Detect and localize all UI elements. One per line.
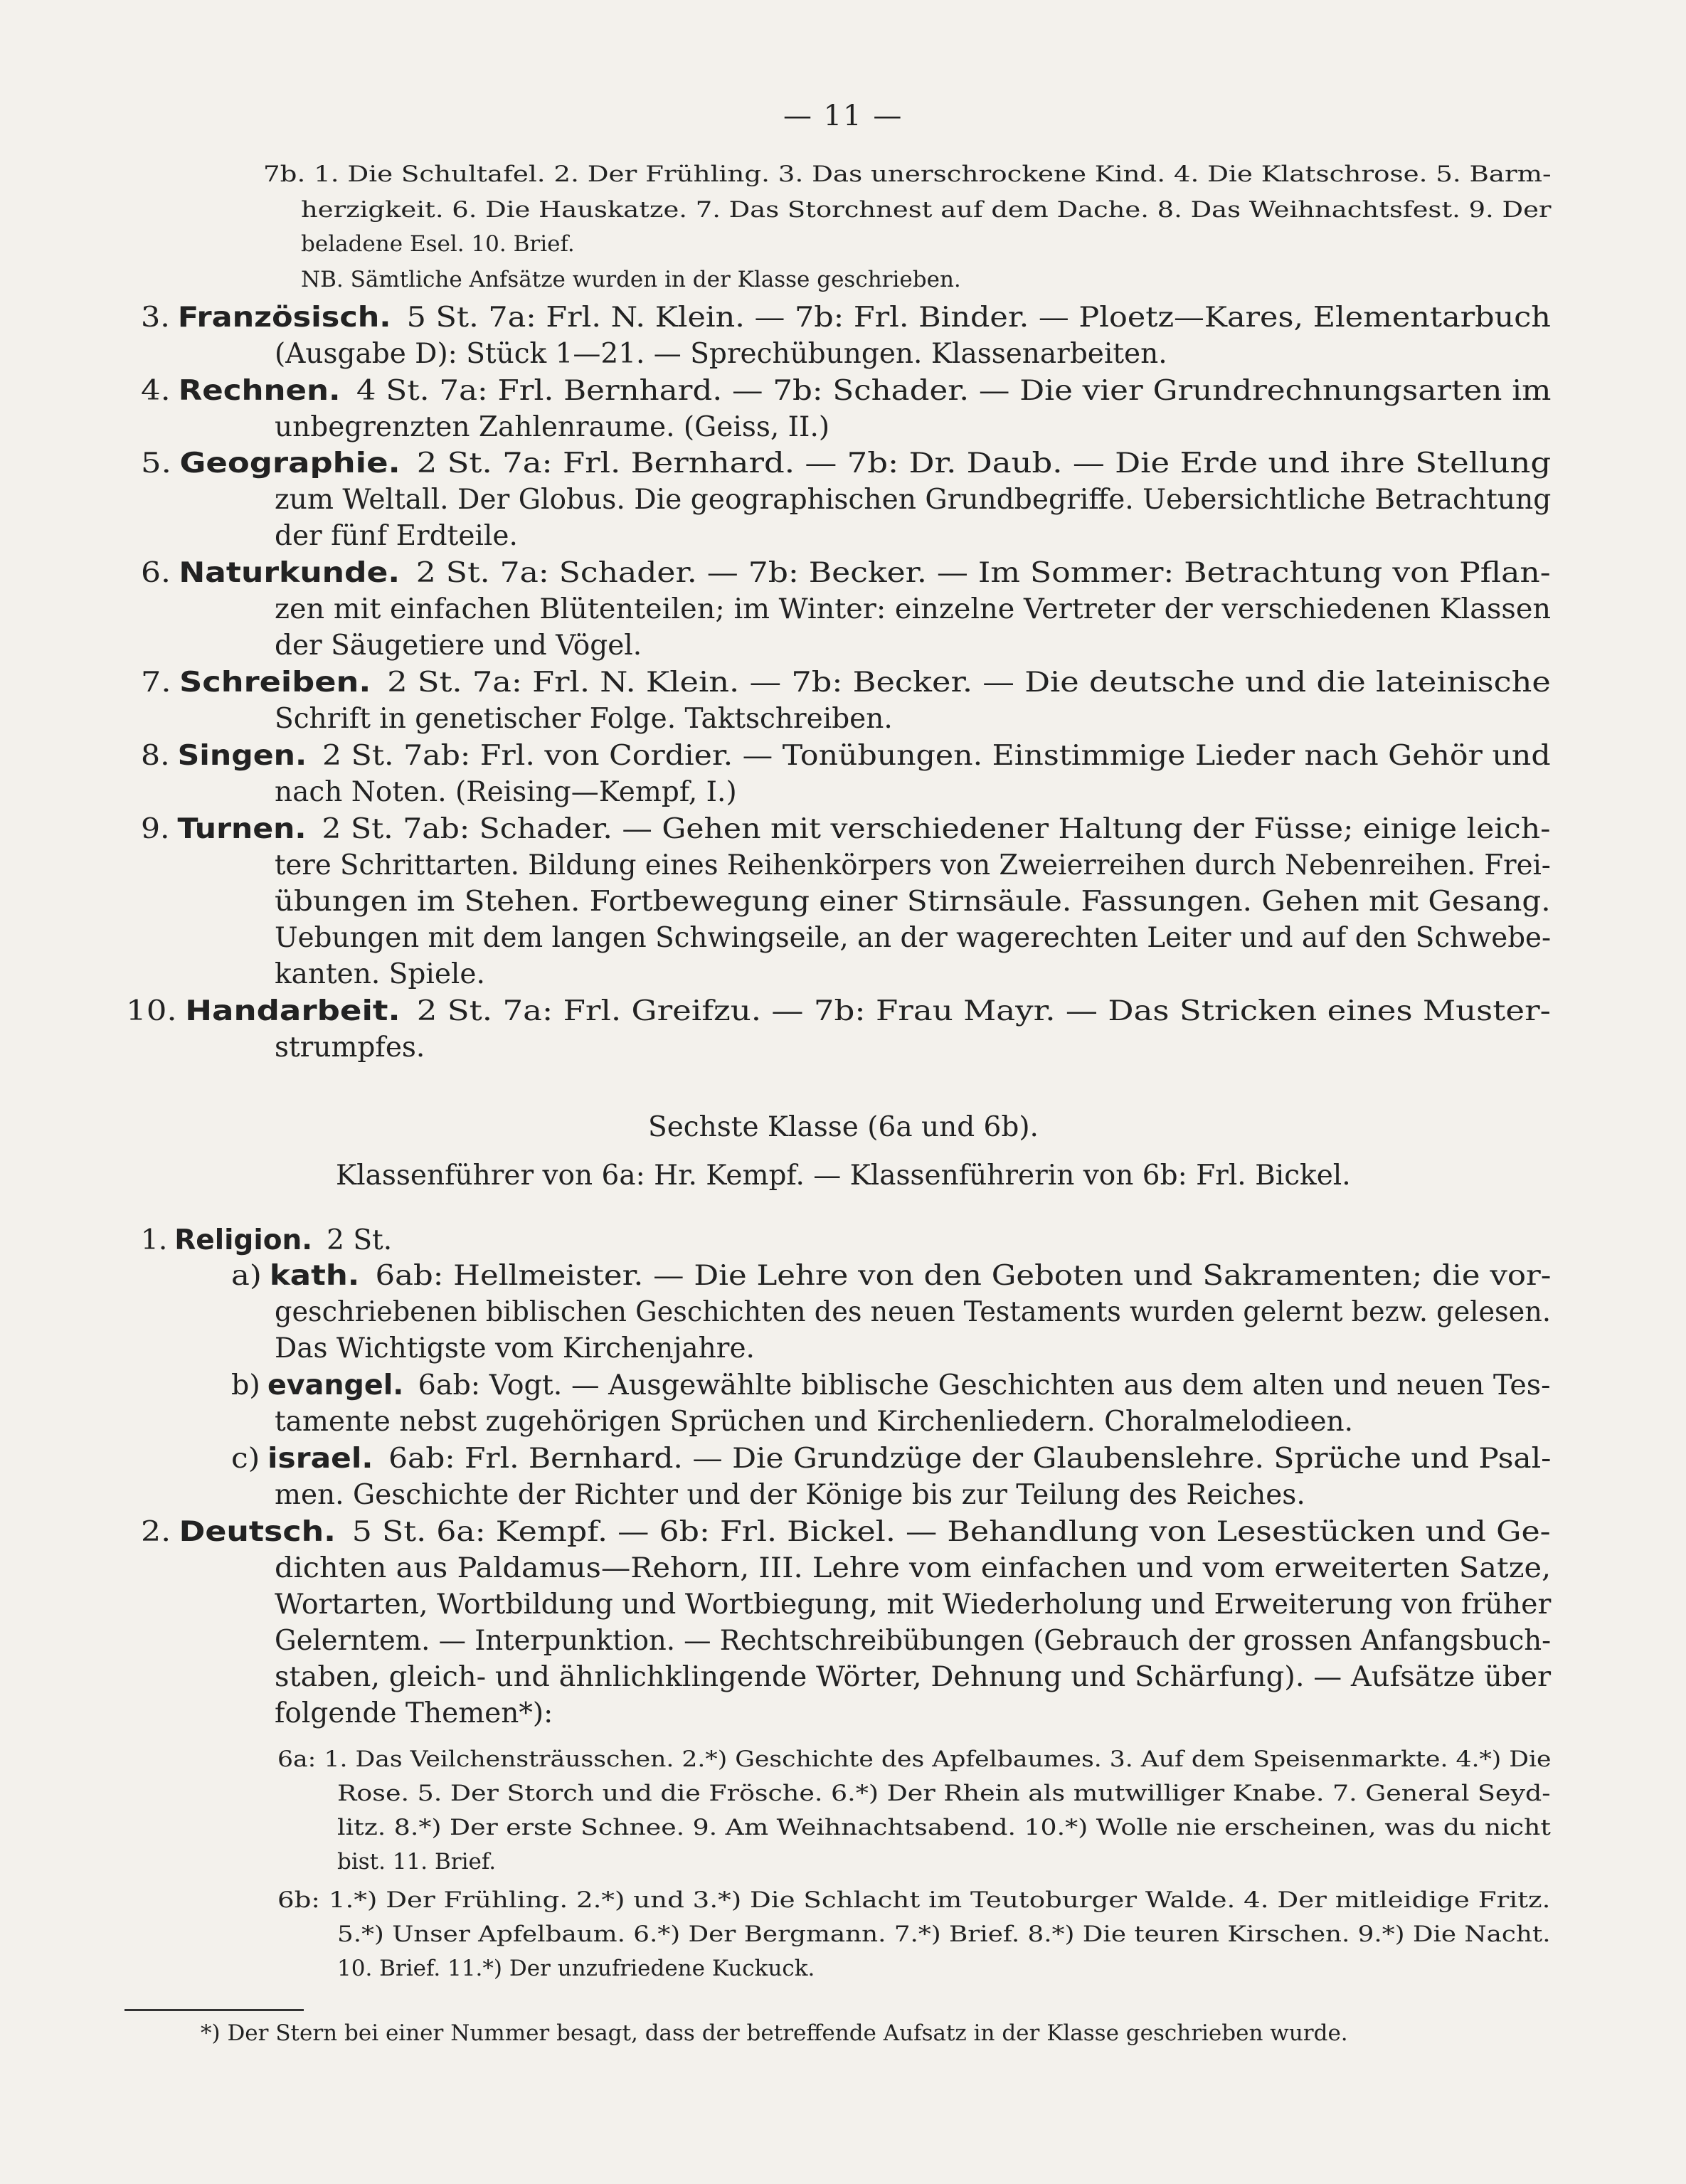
text-line xyxy=(141,447,1552,479)
item-number: 6b: xyxy=(277,1887,320,1913)
line-text: 4 St. 7a: Frl. Bernhard. — 7b: Schader. — Die vier Grundrechnungsarten im xyxy=(356,375,1552,407)
text-line xyxy=(275,595,1551,623)
line-text: zum Weltall. Der Globus. Die geographischen Grundbegriffe. Uebersichtliche Betrachtung xyxy=(275,484,1552,516)
line-text: 2 St. 7a: Frl. N. Klein. — 7b: Becker. — Die deutsche und die lateinische xyxy=(387,667,1551,699)
line-text: Sechste Klasse (6a und 6b). xyxy=(648,1111,1039,1143)
subject-heading: Turnen. xyxy=(177,813,307,845)
text-line xyxy=(275,1408,1353,1436)
line-text: bist. 11. Brief. xyxy=(337,1849,497,1875)
text-line xyxy=(337,1921,1551,1947)
line-text: 5 St. 6a: Kempf. — 6b: Frl. Bickel. — Behandlung von Lesestücken und Ge- xyxy=(351,1516,1551,1548)
subject-heading: Geographie. xyxy=(179,447,401,479)
line-text: zen mit einfachen Blütenteilen; im Winter: einzelne Vertreter der verschiedenen Klassen xyxy=(275,593,1552,625)
text-line xyxy=(141,1226,392,1254)
text-line xyxy=(263,161,1552,187)
text-line xyxy=(275,340,1167,368)
text-line xyxy=(275,1589,1552,1621)
line-text: 1. Das Veilchensträusschen. 2.*) Geschichte des Apfelbaumes. 3. Auf dem Speisenmarkte. 4.*) Die xyxy=(324,1746,1552,1772)
text-line xyxy=(231,1369,1551,1401)
text-line xyxy=(275,1697,553,1729)
subject-heading: Singen. xyxy=(177,740,307,772)
item-number: 8. xyxy=(141,740,170,772)
text-line xyxy=(275,888,1551,916)
text-line xyxy=(141,559,1551,587)
line-text: 2 St. xyxy=(327,1224,393,1256)
line-text: Uebungen mit dem langen Schwingseile, an der wagerechten Leiter und auf den Schwebe- xyxy=(275,922,1552,954)
text-line xyxy=(275,778,737,806)
text-line xyxy=(301,233,575,255)
line-text: kanten. Spiele. xyxy=(275,958,485,990)
subject-heading: Naturkunde. xyxy=(179,557,401,589)
line-text: NB. Sämtliche Anfsätze wurden in der Klasse geschrieben. xyxy=(301,267,961,292)
item-number: 6. xyxy=(141,557,171,589)
item-number: 2. xyxy=(141,1516,171,1548)
subject-heading: Schreiben. xyxy=(179,667,371,699)
line-text: tere Schrittarten. Bildung eines Reihenkörpers von Zweierreihen durch Nebenreihen. Frei- xyxy=(275,849,1551,881)
line-text: unbegrenzten Zahlenraume. (Geiss, II.) xyxy=(275,411,830,443)
text-line xyxy=(201,2020,1348,2046)
subject-heading: Religion. xyxy=(174,1224,313,1256)
line-text: dichten aus Paldamus—Rehorn, III. Lehre vom einfachen und vom erweiterten Satze, xyxy=(275,1552,1552,1584)
text-line xyxy=(275,1332,755,1364)
line-text: beladene Esel. 10. Brief. xyxy=(301,231,575,257)
line-text: Schrift in genetischer Folge. Taktschreiben. xyxy=(275,703,893,735)
text-line xyxy=(337,1783,1551,1805)
line-text: der Säugetiere und Vögel. xyxy=(275,630,642,662)
item-number: a) xyxy=(231,1260,262,1292)
subject-heading: evangel. xyxy=(267,1369,404,1401)
line-text: 1.*) Der Frühling. 2.*) und 3.*) Die Schlacht im Teutoburger Walde. 4. Der mitleidige Fritz. xyxy=(328,1887,1551,1913)
text-line xyxy=(231,1445,1551,1473)
line-text: übungen im Stehen. Fortbewegung einer Stirnsäule. Fassungen. Gehen mit Gesang. xyxy=(275,886,1551,918)
text-line xyxy=(275,705,893,733)
text-line xyxy=(275,1298,1551,1326)
line-text: 2 St. 7ab: Frl. von Cordier. — Tonübungen. Einstimmige Lieder nach Gehör und xyxy=(322,740,1551,772)
line-text: folgende Themen*): xyxy=(275,1697,553,1729)
text-line xyxy=(231,1262,1551,1290)
line-text: litz. 8.*) Der erste Schnee. 9. Am Weihnachtsabend. 10.*) Wolle nie erscheinen, was du nicht xyxy=(337,1815,1551,1840)
line-text: Wortarten, Wortbildung und Wortbiegung, mit Wiederholung und Erweiterung von früher xyxy=(275,1589,1552,1621)
text-line xyxy=(126,997,1551,1025)
text-line xyxy=(275,413,829,441)
line-text: 7b. 1. Die Schultafel. 2. Der Frühling. 3. Das unerschrockene Kind. 4. Die Klatschrose. 5. Barm- xyxy=(263,161,1552,187)
subject-heading: Rechnen. xyxy=(178,375,341,407)
line-text: men. Geschichte der Richter und der Könige bis zur Teilung des Reiches. xyxy=(275,1479,1305,1511)
item-number: 4. xyxy=(141,375,171,407)
subject-heading: Französisch. xyxy=(177,302,391,334)
line-text: Klassenführer von 6a: Hr. Kempf. — Klassenführerin von 6b: Frl. Bickel. xyxy=(336,1160,1351,1192)
line-text: Gelerntem. — Interpunktion. — Rechtschreibübungen (Gebrauch der grossen Anfangsbuch- xyxy=(275,1625,1552,1657)
line-text: 5 St. 7a: Frl. N. Klein. — 7b: Frl. Binder. — Ploetz—Kares, Elementarbuch xyxy=(406,302,1551,334)
text-line xyxy=(275,1663,1551,1691)
line-text: staben, gleich- und ähnlichklingende Wörter, Dehnung und Schärfung). — Aufsätze über xyxy=(275,1661,1552,1693)
line-text: 6ab: Frl. Bernhard. — Die Grundzüge der Glaubenslehre. Sprüche und Psal- xyxy=(388,1443,1552,1475)
line-text: (Ausgabe D): Stück 1—21. — Sprechübungen. Klassenarbeiten. xyxy=(275,338,1167,370)
line-text: 5.*) Unser Apfelbaum. 6.*) Der Bergmann. 7.*) Brief. 8.*) Die teuren Kirschen. 9.*) Die Nacht. xyxy=(337,1921,1551,1947)
line-text: Rose. 5. Der Storch und die Frösche. 6.*) Der Rhein als mutwilliger Knabe. 7. General Seyd- xyxy=(337,1781,1551,1806)
text-line xyxy=(275,630,642,662)
text-line xyxy=(336,1160,1351,1192)
item-number: 7. xyxy=(141,667,171,699)
text-line xyxy=(275,849,1551,881)
line-text: Das Wichtigste vom Kirchenjahre. xyxy=(275,1332,755,1364)
text-line xyxy=(275,522,518,550)
item-number: 10. xyxy=(126,995,177,1027)
line-text: 6ab: Vogt. — Ausgewählte biblische Geschichten aus dem alten und neuen Tes- xyxy=(418,1369,1551,1401)
text-line xyxy=(141,815,1550,843)
item-number: c) xyxy=(231,1443,260,1475)
item-number: b) xyxy=(231,1369,260,1401)
line-text: strumpfes. xyxy=(275,1032,425,1064)
line-text: geschriebenen biblischen Geschichten des neuen Testaments wurden gelernt bezw. gelesen. xyxy=(275,1296,1552,1328)
text-line xyxy=(275,1627,1551,1655)
text-line xyxy=(337,1851,496,1873)
item-number: 3. xyxy=(141,302,170,334)
text-line xyxy=(141,1518,1551,1546)
line-text: 2 St. 7a: Frl. Bernhard. — 7b: Dr. Daub. — Die Erde und ihre Stellung xyxy=(416,447,1552,479)
line-text: 10. Brief. 11.*) Der unzufriedene Kuckuck. xyxy=(337,1956,815,1981)
line-text: *) Der Stern bei einer Nummer besagt, dass der betreffende Aufsatz in der Klasse geschrieben wurde. xyxy=(201,2020,1348,2046)
text-line xyxy=(648,1113,1039,1141)
footnote-rule xyxy=(124,2009,304,2011)
item-number: 6a: xyxy=(277,1746,317,1772)
text-line xyxy=(277,1889,1550,1912)
item-number: 5. xyxy=(141,447,171,479)
line-text: herzigkeit. 6. Die Hauskatze. 7. Das Storchnest auf dem Dache. 8. Das Weihnachtsfest. 9. Der xyxy=(301,197,1552,223)
subject-heading: kath. xyxy=(269,1260,360,1292)
text-line xyxy=(337,1958,815,1980)
text-line xyxy=(337,1817,1551,1839)
text-line xyxy=(275,924,1551,952)
item-number: 1. xyxy=(141,1224,168,1256)
line-text: 2 St. 7ab: Schader. — Gehen mit verschiedener Haltung der Füsse; einige leich- xyxy=(322,813,1551,845)
line-text: tamente nebst zugehörigen Sprüchen und Kirchenliedern. Choralmelodieen. xyxy=(275,1406,1354,1438)
text-line xyxy=(301,269,961,291)
text-line xyxy=(275,1554,1551,1582)
text-line xyxy=(301,199,1552,221)
text-line xyxy=(141,304,1551,332)
text-line xyxy=(141,377,1551,405)
text-line xyxy=(275,960,485,988)
subject-heading: Handarbeit. xyxy=(185,995,401,1027)
subject-heading: Deutsch. xyxy=(179,1516,336,1548)
text-line xyxy=(275,1481,1305,1509)
page-number: — 11 — xyxy=(783,100,903,132)
line-text: der fünf Erdteile. xyxy=(275,520,518,552)
text-line xyxy=(277,1746,1552,1772)
text-line xyxy=(275,486,1551,514)
line-text: 2 St. 7a: Frl. Greifzu. — 7b: Frau Mayr. — Das Stricken eines Muster- xyxy=(416,995,1551,1027)
line-text: 2 St. 7a: Schader. — 7b: Becker. — Im Sommer: Betrachtung von Pflan- xyxy=(415,557,1551,589)
line-text: nach Noten. (Reising—Kempf, I.) xyxy=(275,776,737,808)
line-text: 6ab: Hellmeister. — Die Lehre von den Geboten und Sakramenten; die vor- xyxy=(375,1260,1552,1292)
subject-heading: israel. xyxy=(267,1443,373,1475)
text-line xyxy=(141,742,1551,770)
text-line xyxy=(141,667,1551,699)
item-number: 9. xyxy=(141,813,170,845)
text-line xyxy=(275,1032,425,1064)
